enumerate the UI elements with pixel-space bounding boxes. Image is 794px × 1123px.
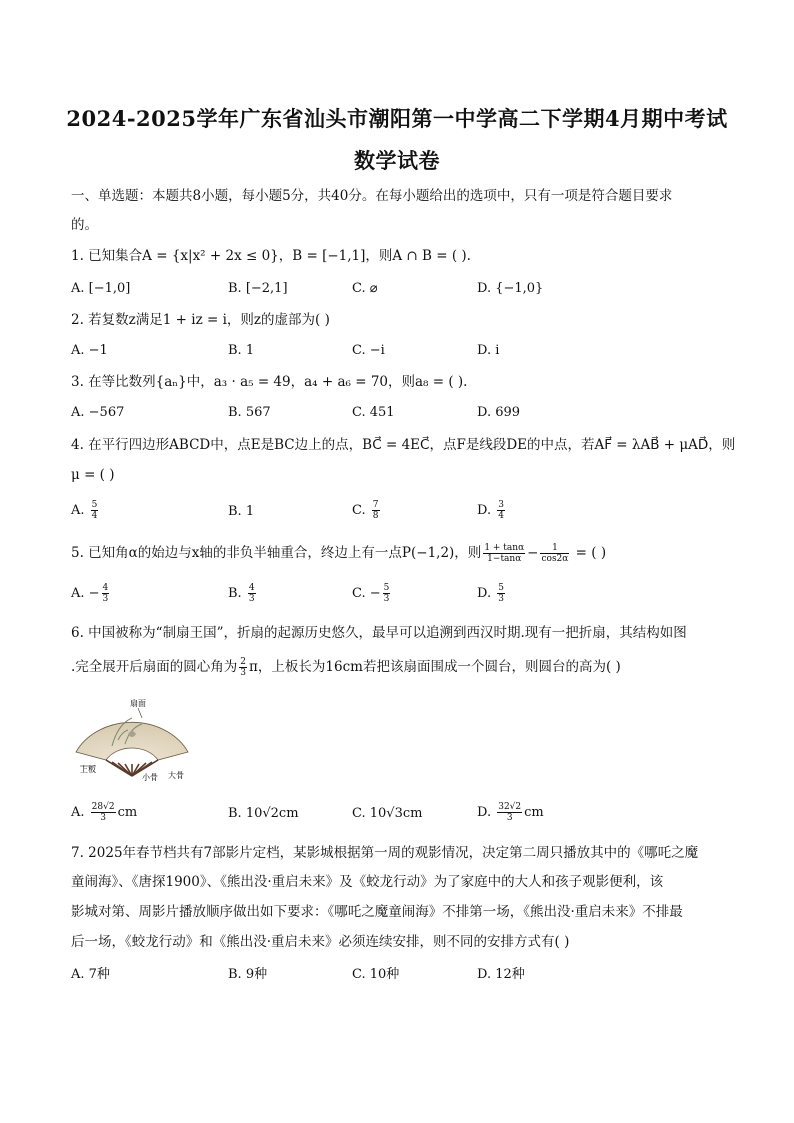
fan-small-rib-label: 小骨 <box>142 773 158 782</box>
exam-subtitle: 数学试卷 <box>354 148 440 173</box>
question-4-option-b: B. 1 <box>228 504 255 519</box>
question-7-stem-cont-3: 后一场，《蛟龙行动》和《熊出没·重启未来》必须连续安排，则不同的安排方式有( ) <box>71 934 570 950</box>
question-6-option-b: B. 10√2cm <box>228 806 299 821</box>
question-1-stem: 1. 已知集合A = {x|x² + 2x ≤ 0}，B = [−1,1]，则A ∩ B = ( ). <box>71 248 471 264</box>
question-5-option-a: A. − $\frac{4}{3}$ <box>71 583 109 604</box>
question-3-option-a: A. −567 <box>71 405 125 420</box>
question-1-option-a: A. [−1,0] <box>71 281 131 296</box>
question-4-option-d: D. $\frac{3}{4}$ <box>477 500 504 521</box>
question-6-option-c: C. 10√3cm <box>352 806 423 821</box>
folding-fan-figure <box>70 694 194 784</box>
fan-face <box>76 722 188 760</box>
section-heading-cont: 的。 <box>71 217 98 233</box>
fan-large-rib-label: 大骨 <box>168 771 184 780</box>
fan-upper-board-label: 上板 <box>80 765 96 774</box>
question-7-stem-cont-2: 影城对第、周影片播放顺序做出如下要求：《哪吒之魔童闹海》不排第一场，《熊出没·重启未来》不排最 <box>71 904 683 920</box>
question-7-stem: 7. 2025年春节档共有7部影片定档，某影城根据第一周的观影情况，决定第二周只播放其中的《哪吒之魔 <box>71 845 699 861</box>
question-6-stem-cont: .完全展开后扇面的圆心角为 $\frac{2}{3}$ π，上板长为16cm若把该扇面围成一个圆台，则圆台的高为( ) <box>71 657 621 678</box>
question-2-option-c: C. −i <box>352 343 385 358</box>
question-7-option-d: D. 12种 <box>477 967 525 982</box>
question-1-option-c: C. ⌀ <box>352 281 378 296</box>
question-1-option-d: D. {−1,0} <box>477 281 544 296</box>
question-7-option-b: B. 9种 <box>228 967 268 982</box>
fan-face-label: 扇面 <box>130 699 146 708</box>
question-4-option-a: A. $\frac{5}{4}$ <box>71 500 98 521</box>
question-7-option-a: A. 7种 <box>71 967 110 982</box>
question-5-stem: 5. 已知角α的始边与x轴的非负半轴重合，终边上有一点P(−1,2)，则 $\frac{1 + \tan\alpha}{1-\tan\alpha}$ − $\frac{1}{\cos 2\alpha}$ = ( ) <box>71 543 607 564</box>
question-4-stem-cont: μ = ( ) <box>71 467 115 483</box>
question-2-option-a: A. −1 <box>71 343 108 358</box>
fan-face-pointer <box>138 708 142 718</box>
question-3-option-b: B. 567 <box>228 405 271 420</box>
question-6-option-a: A. $\frac{28√2}{3}$ cm <box>71 802 138 823</box>
question-2-option-b: B. 1 <box>228 343 255 358</box>
question-1-option-b: B. [−2,1] <box>228 281 288 296</box>
question-5-option-b: B. $\frac{4}{3}$ <box>228 583 255 604</box>
question-6-stem: 6. 中国被称为“制扇王国”，折扇的起源历史悠久，最早可以追溯到西汉时期.现有一把折扇，其结构如图 <box>71 625 687 641</box>
question-7-option-c: C. 10种 <box>352 967 400 982</box>
question-2-option-d: D. i <box>477 343 500 358</box>
question-5-option-d: D. $\frac{5}{3}$ <box>477 583 504 604</box>
exam-title: 2024-2025学年广东省汕头市潮阳第一中学高二下学期4月期中考试 <box>66 106 728 131</box>
question-3-option-d: D. 699 <box>477 405 521 420</box>
question-4-option-c: C. $\frac{7}{8}$ <box>352 500 379 521</box>
section-heading: 一、单选题：本题共8小题，每小题5分，共40分。在每小题给出的选项中，只有一项是符合题目要求 <box>71 188 673 204</box>
question-7-stem-cont-1: 童闹海》、《唐探1900》、《熊出没·重启未来》及《蛟龙行动》为了家庭中的大人和孩子观影便利，该 <box>71 874 664 890</box>
question-6-option-d: D. $\frac{32√2}{3}$ cm <box>477 802 544 823</box>
question-3-option-c: C. 451 <box>352 405 395 420</box>
question-5-option-c: C. − $\frac{5}{3}$ <box>352 583 390 604</box>
question-2-stem: 2. 若复数z满足1 + iz = i，则z的虚部为( ) <box>71 312 330 328</box>
question-3-stem: 3. 在等比数列{aₙ}中，a₃ · a₅ = 49，a₄ + a₆ = 70，则a₈ = ( ). <box>71 374 468 390</box>
question-4-stem: 4. 在平行四边形ABCD中，点E是BC边上的点，BC⃗ = 4EC⃗，点F是线段DE的中点，若AF⃗ = λAB⃗ + μAD⃗，则 <box>71 437 736 453</box>
